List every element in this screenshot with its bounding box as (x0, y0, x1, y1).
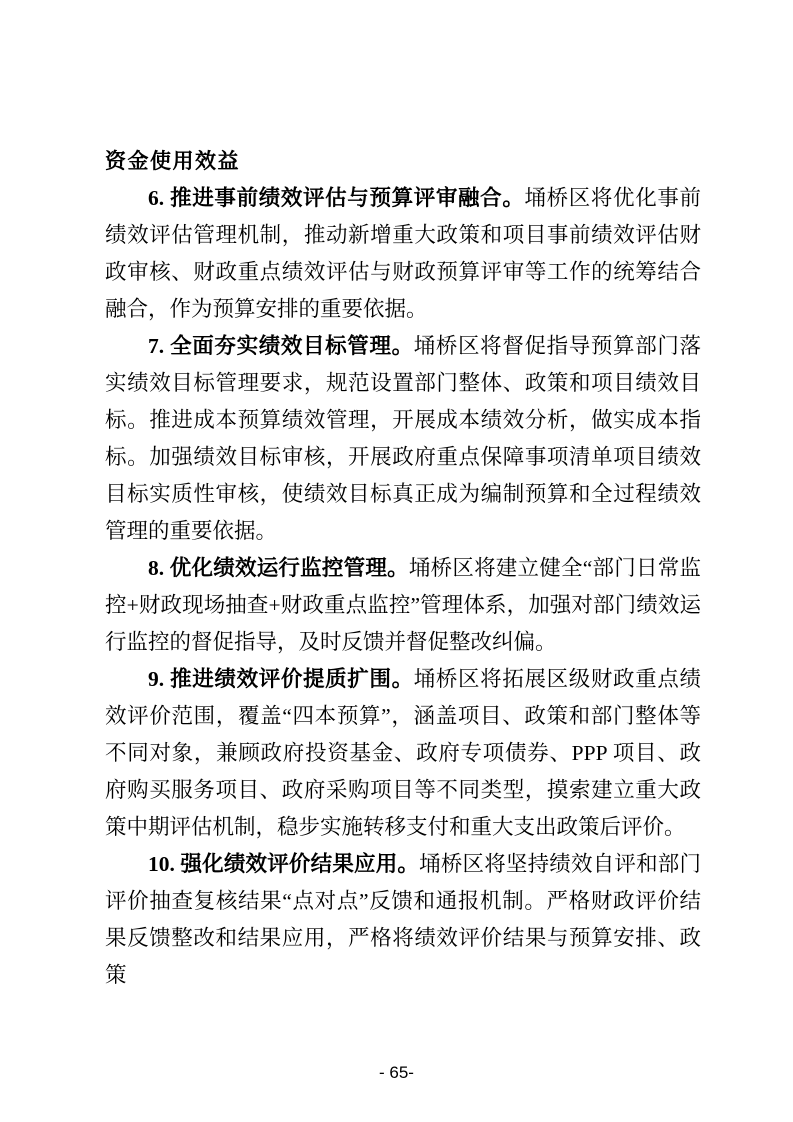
paragraph-lead: 8. 优化绩效运行监控管理。 (148, 556, 409, 580)
section-heading: 资金使用效益 (105, 150, 240, 173)
paragraph-lead: 6. 推进事前绩效评估与预算评审融合。 (148, 186, 525, 210)
paragraph-lead: 7. 全面夯实绩效目标管理。 (148, 334, 414, 358)
document-body (105, 143, 701, 994)
paragraph-body: 埇桥区将拓展区级财政重点绩效评价范围，覆盖“四本预算”，涵盖项目、政策和部门整体等不同对象，兼顾政府投资基金、政府专项债券、PPP 项目、政府购买服务项目、政府采购项目等不同类型，摸索建立重大政策中期评估机制，稳步实施转移支付和重大支出政策后评价。 (105, 667, 701, 839)
paragraph (105, 180, 701, 328)
paragraph-body: 埇桥区将坚持绩效自评和部门评价抽查复核结果“点对点”反馈和通报机制。严格财政评价结果反馈整改和结果应用，严格将绩效评价结果与预算安排、政策 (105, 852, 701, 987)
paragraph-body: 埇桥区将督促指导预算部门落实绩效目标管理要求，规范设置部门整体、政策和项目绩效目标。推进成本预算绩效管理，开展成本绩效分析，做实成本指标。加强绩效目标审核，开展政府重点保障事项清单项目绩效目标实质性审核，使绩效目标真正成为编制预算和全过程绩效管理的重要依据。 (105, 334, 701, 543)
paragraph-lead: 10. 强化绩效评价结果应用。 (148, 852, 420, 876)
paragraph-body: 埇桥区将建立健全“部门日常监控+财政现场抽查+财政重点监控”管理体系，加强对部门绩效运行监控的督促指导，及时反馈并督促整改纠偏。 (105, 556, 701, 654)
paragraph (105, 328, 701, 550)
paragraph (105, 846, 701, 994)
paragraph (105, 661, 701, 846)
paragraph-lead: 9. 推进绩效评价提质扩围。 (148, 667, 414, 691)
paragraph-body: 埇桥区将优化事前绩效评估管理机制，推动新增重大政策和项目事前绩效评估财政审核、财政重点绩效评估与财政预算评审等工作的统筹结合融合，作为预算安排的重要依据。 (105, 186, 701, 321)
page-number: - 65- (379, 1063, 414, 1082)
page-footer (0, 1061, 793, 1085)
paragraph (105, 550, 701, 661)
